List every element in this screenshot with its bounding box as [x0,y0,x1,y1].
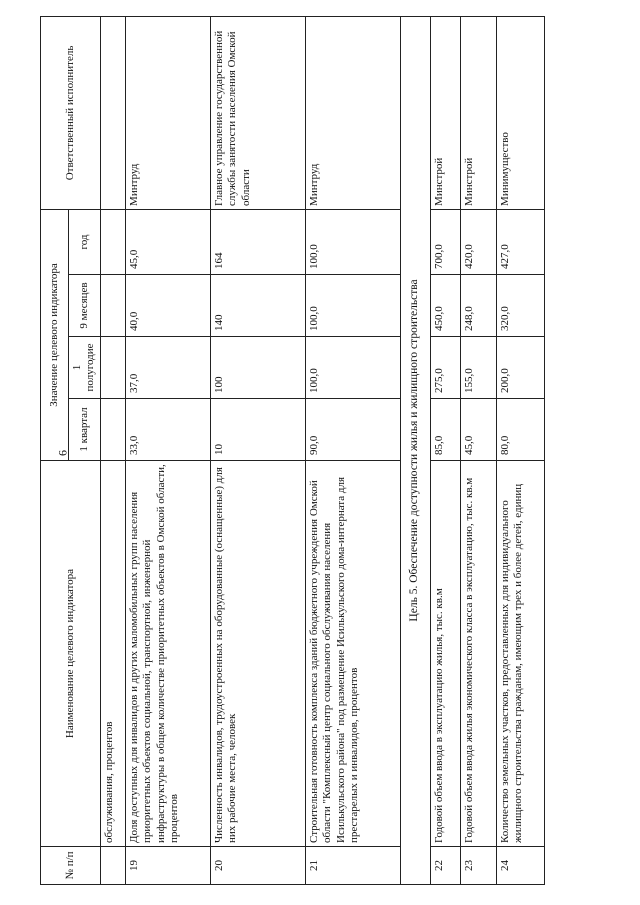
row-num: 22 [430,847,460,885]
value-h1: 100,0 [305,337,400,399]
row-num: 23 [460,847,496,885]
indicator-name: Годовой объем ввода жилья экономического класса в эксплуатацию, тыс. кв.м [460,461,496,847]
indicator-name: Численность инвалидов, трудоустроенных на оборудованные (оснащенные) для них рабочие места, человек [210,461,305,847]
value-year: 164 [210,209,305,274]
row-num: 21 [305,847,400,885]
value-h1: 200,0 [496,337,544,399]
value-m9: 320,0 [496,275,544,337]
table-row [100,16,125,884]
table-row [460,16,496,884]
indicator-name: Доля доступных для инвалидов и других маломобильных групп населения приоритетных объектов социальной, транспортной, инженерной инфраструктуры в общем количестве приоритетных объектов в Омской области, процентов [125,461,210,847]
value-m9: 248,0 [460,275,496,337]
page-number: 6 [55,450,70,456]
responsible: Минстрой [460,16,496,209]
value-m9: 450,0 [430,275,460,337]
header-h1: 1 полугодие [69,337,101,399]
responsible: Минтруд [305,16,400,209]
continuation-text: обслуживания, процентов [100,461,125,847]
table-row [210,16,305,884]
indicators-table [40,16,545,885]
value-year: 100,0 [305,209,400,274]
goal-row [400,16,430,884]
value-h1: 275,0 [430,337,460,399]
header-m9: 9 месяцев [69,275,101,337]
indicator-name: Строительная готовность комплекса зданий бюджетного учреждения Омской области "Комплексный центр социального обслуживания населения Исилькульского района" под размещение Исилькульского дома-интерната для престарелых и инвалидов, процентов [305,461,400,847]
responsible: Главное управление государственной службы занятости населения Омской области [210,16,305,209]
header-responsible: Ответственный исполнитель [41,16,101,209]
value-m9: 140 [210,275,305,337]
header-year: год [69,209,101,274]
goal-heading: Цель 5. Обеспечение доступности жилья и жилищного строительства [400,16,430,884]
table-row [125,16,210,884]
table-row [496,16,544,884]
header-name: Наименование целевого индикатора [41,461,101,847]
value-q1: 10 [210,399,305,461]
table-row [305,16,400,884]
row-num: 24 [496,847,544,885]
responsible: Минимущество [496,16,544,209]
value-q1: 85,0 [430,399,460,461]
value-q1: 80,0 [496,399,544,461]
header-value-group: Значение целевого индикатора [41,209,69,460]
value-m9: 40,0 [125,275,210,337]
row-num: 20 [210,847,305,885]
table-row [430,16,460,884]
indicator-name: Количество земельных участков, предоставленных для индивидуального жилищного строительства гражданам, имеющим трех и более детей, единиц [496,461,544,847]
header-q1: 1 квартал [69,399,101,461]
value-q1: 45,0 [460,399,496,461]
value-h1: 100 [210,337,305,399]
value-h1: 155,0 [460,337,496,399]
value-year: 427,0 [496,209,544,274]
responsible: Минтруд [125,16,210,209]
row-num: 19 [125,847,210,885]
responsible: Минстрой [430,16,460,209]
header-num: № п/п [41,847,101,885]
value-q1: 33,0 [125,399,210,461]
value-q1: 90,0 [305,399,400,461]
value-year: 700,0 [430,209,460,274]
value-m9: 100,0 [305,275,400,337]
value-year: 45,0 [125,209,210,274]
indicator-name: Годовой объем ввода в эксплуатацию жилья, тыс. кв.м [430,461,460,847]
value-h1: 37,0 [125,337,210,399]
rotated-table-container [40,17,600,885]
value-year: 420,0 [460,209,496,274]
